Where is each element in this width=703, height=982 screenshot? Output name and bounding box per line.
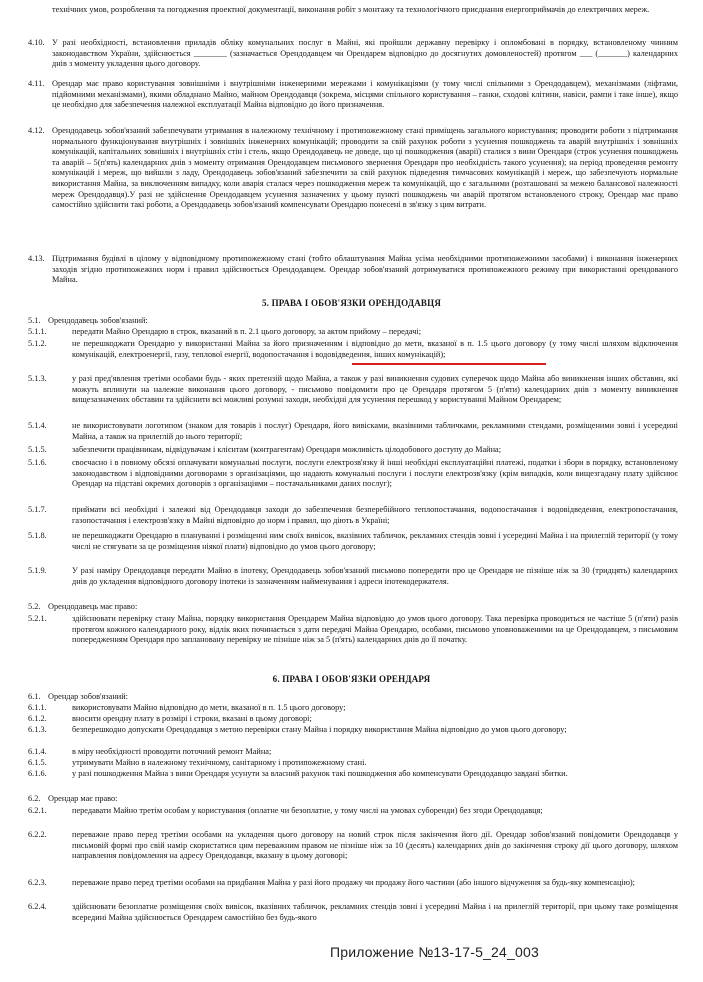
- clause-6-1-2: 6.1.2. вносити орендну плату в розмірі і строки, вказані в цьому договорі;: [28, 714, 312, 723]
- clause-6-1-1: 6.1.1. використовувати Майно відповідно до мети, вказаної в п. 1.5 цього договору;: [28, 703, 346, 712]
- clause-5-1: 5.1. Орендодавець зобов'язаний:: [28, 316, 148, 325]
- clause-6-1-3: 6.1.3. безперешкодно допускати Орендодавця з метою перевірки стану Майна і порядку використання Майна відповідно до умов цього договору;: [28, 725, 567, 734]
- clause-6-2-1: 6.2.1. передавати Майно третім особам у користування (оплатне чи безоплатне, у тому числі на умовах суборенди) без згоди Орендодавця;: [28, 806, 543, 815]
- clause-4-12: 4.12. Орендодавець зобов'язаний забезпечувати утримання в належному технічному і протипожежному стані приміщень загального користування; проводити роботи з підтримання нормального функціонування внутрішніх і зовнішніх інженерних комунікацій; проводити за свій рахунок роботи з усунення пошкоджень та аварій внутрішніх і зовнішніх комунікацій, капітальних зовнішніх і внутрішніх стін і стель, якщо Орендодавець не доведе, що ці пошкодження (аварії) сталися з вини Орендаря (строк усунення пошкоджень та аварій – 5(п'ять) календарних днів з моменту отримання Орендодавцем письмового звернення Орендаря про необхідність такого усунення); на період проведення ремонту комунікацій і мереж, що вийшли з ладу, Орендодавець зобов'язаний забезпечити за свій рахунок підведення тимчасових комунікацій і мереж, що забезпечують нормальне використання Майна, за виключенням випадку, коли аварія сталася через пошкодження мереж та комунікацій, що є загальними (розташовані за межею балансової належності мереж Орендодавця).У разі не здійснення Орендодавцем усунення зазначених у цьому пункті пошкоджень чи аварій протягом встановленого строку, Орендар має право самостійно здійснити такі роботи, а Орендодавець зобов'язаний компенсувати Орендарю понесені в зв'язку з цим витрати.: [28, 126, 678, 210]
- clause-6-1-6: 6.1.6. у разі пошкодження Майна з вини Орендаря усунути за власний рахунок такі пошкодження або компенсувати Орендодавцю завдані збитки.: [28, 769, 568, 778]
- clause-5-1-7: 5.1.7. приймати всі необхідні і залежні від Орендодавця заходи до забезпечення безперебійного теплопостачання, водопостачання і водовідведення, електропостачання, газопостачання і електрозв'язку в Майні відповідно до норм і правил, що діють в Україні;: [28, 505, 678, 525]
- clause-6-1-4: 6.1.4. в міру необхідності проводити поточний ремонт Майна;: [28, 747, 272, 756]
- clause-5-1-9: 5.1.9. У разі наміру Орендодавця передати Майно в іпотеку, Орендодавець зобов'язаний письмово попередити про це Орендаря не пізніше ніж за 30 (тридцять) календарних днів до укладення відповідного договору іпотеки із зазначенням найменування і адреси іпотекодержателя.: [28, 566, 678, 586]
- clause-5-1-1: 5.1.1. передати Майно Орендарю в строк, вказаний в п. 2.1 цього договору, за актом прийому – передачі;: [28, 327, 422, 336]
- clause-5-1-2: 5.1.2. не перешкоджати Орендарю у використанні Майна за його призначенням і відповідно до мети, вказаної в п. 1.5 цього договору (у тому числі шляхом відключення комунікацій, електроенергії, газу, теплової енергії, водопостачання і водовідведення, інших комунікацій);: [28, 339, 678, 359]
- clause-5-2-1: 5.2.1. здійснювати перевірку стану Майна, порядку використання Орендарем Майна відповідно до умов цього договору. Така перевірка проводиться не частіше 5 (п'яти) разів протягом кожного календарного року, відлік яких починається з дати передачі Майна Орендарю, особами, письмово уповноваженими на це Орендодавцем, з письмовим попередженням Орендаря про заплановану перевірку не пізніше ніж за 5 (п'ять) календарних днів до її початку.: [28, 614, 678, 645]
- section-5-heading: 5. ПРАВА І ОБОВ'ЯЗКИ ОРЕНДОДАВЦЯ: [261, 298, 442, 308]
- clause-4-11: 4.11. Орендар має право користування зовнішніми і внутрішніми інженерними мережами і комунікаціями (у тому числі спільними з Орендодавцем), механізмами (ліфтами, підйомними механізмами), якими обладнано Майно, майном Орендодавця (зокрема, місцями спільного користування – ганки, сходові клітини, навіси, рампи і таке інше), якщо це необхідно для забезпечення належної експлуатації Майна відповідно до його призначення.: [28, 79, 678, 110]
- clause-5-1-8: 5.1.8. не перешкоджати Орендарю в плануванні і розміщенні ним своїх вивісок, вказівних табличок, рекламних стендів зовні і усередині Майна і на прилеглій території (у тому числі не стягувати за це розміщення ніякої плати) відповідно до умов цього договору;: [28, 531, 678, 551]
- clause-6-1-5: 6.1.5. утримувати Майно в належному технічному, санітарному і протипожежному стані.: [28, 758, 367, 767]
- clause-5-2: 5.2. Орендодавець має право:: [28, 602, 138, 611]
- clause-5-1-5: 5.1.5. забезпечити працівникам, відвідувачам і клієнтам (контрагентам) Орендаря можливість цілодобового доступу до Майна;: [28, 445, 502, 454]
- intro-fragment: технічних умов, розроблення та погодження проектної документації, виконання робіт з монтажу та технологічного приєднання енергоприймачів до електричних мереж.: [52, 5, 650, 14]
- clause-4-13: 4.13. Підтримання будівлі в цілому у відповідному протипожежному стані (тобто облаштування Майна усіма необхідними протипожежними засобами) і виконання інженерних заходів згідно протипожежних норм і правил здійснюється Орендодавцем. Орендар зобов'язаний дотримуватися протипожежного режиму при використанні орендованого Майна.: [28, 254, 678, 285]
- clause-5-1-3: 5.1.3. у разі пред'явлення третіми особами будь - яких претензій щодо Майна, а також у разі виникнення судових суперечок щодо Майна або виникнення інших обставин, які можуть вплинути на належне виконання цього договору, - письмово повідомити про це Орендаря протягом 5 (п'яти) календарних днів з моменту виникнення вищезазначених обставин та здійснити всі можливі розумні заходи, необхідні для усунення перешкод у користуванні Майном Орендарем;: [28, 374, 678, 405]
- clause-6-1: 6.1. Орендар зобов'язаний:: [28, 692, 128, 701]
- handwritten-underline: [352, 363, 546, 365]
- clause-6-2-4: 6.2.4. здійснювати безоплатне розміщення своїх вивісок, вказівних табличок, рекламних стендів зовні і усередині Майна і на прилеглій території, при цьому таке розміщення всередині Майна здійснюється Орендарем самостійно без будь-якого: [28, 902, 678, 922]
- appendix-footer: Приложение №13-17-5_24_003: [330, 944, 539, 960]
- section-6-heading: 6. ПРАВА І ОБОВ'ЯЗКИ ОРЕНДАРЯ: [272, 674, 431, 684]
- clause-6-2-3: 6.2.3. переважне право перед третіми особами на придбання Майна у разі його продажу чи продажу його частини (або іншого відчуження за будь-яку компенсацію);: [28, 878, 635, 887]
- clause-5-1-6: 5.1.6. своєчасно і в повному обсязі оплачувати комунальні послуги, послуги електрозв'язку й інші необхідні експлуатаційні платежі, податки і збори в порядку, встановленому законодавством і відповідними договорами з організаціями, що надають комунальні послуги і послуги електрозв'язку (крім випадків, коли вищезгадану плату здійснює Орендар на підставі окремих договорів з організаціями – постачальниками даних послуг);: [28, 458, 678, 489]
- clause-6-2: 6.2. Орендар має право:: [28, 794, 118, 803]
- clause-5-1-4: 5.1.4. не використовувати логотипом (знаком для товарів і послуг) Орендаря, його вивісками, вказівними табличками, рекламними стендами, розміщеними зовні і усередині Майна, а також на прилеглій до нього території;: [28, 421, 678, 441]
- clause-4-10: 4.10. У разі необхідності, встановлення приладів обліку комунальних послуг в Майні, які пройшли державну перевірку і опломбовані в порядку, встановленому чинним законодавством України, здійснюється ________ (зазначається Орендодавцем чи Орендарем відповідно до досягнутих домовленостей) протягом ___ (_______) календарних днів з моменту укладення цього договору.: [28, 38, 678, 69]
- clause-6-2-2: 6.2.2. переважне право перед третіми особами на укладення цього договору на новий строк після закінчення його дії. Орендар зобов'язаний повідомити Орендодавця у письмовій формі про свій намір скористатися цим переважним правом не пізніше ніж за 10 (десять) календарних днів до закінчення строку дії цього договору, шляхом направлення повідомлення на адресу Орендодавця, вказану в цьому договорі;: [28, 830, 678, 861]
